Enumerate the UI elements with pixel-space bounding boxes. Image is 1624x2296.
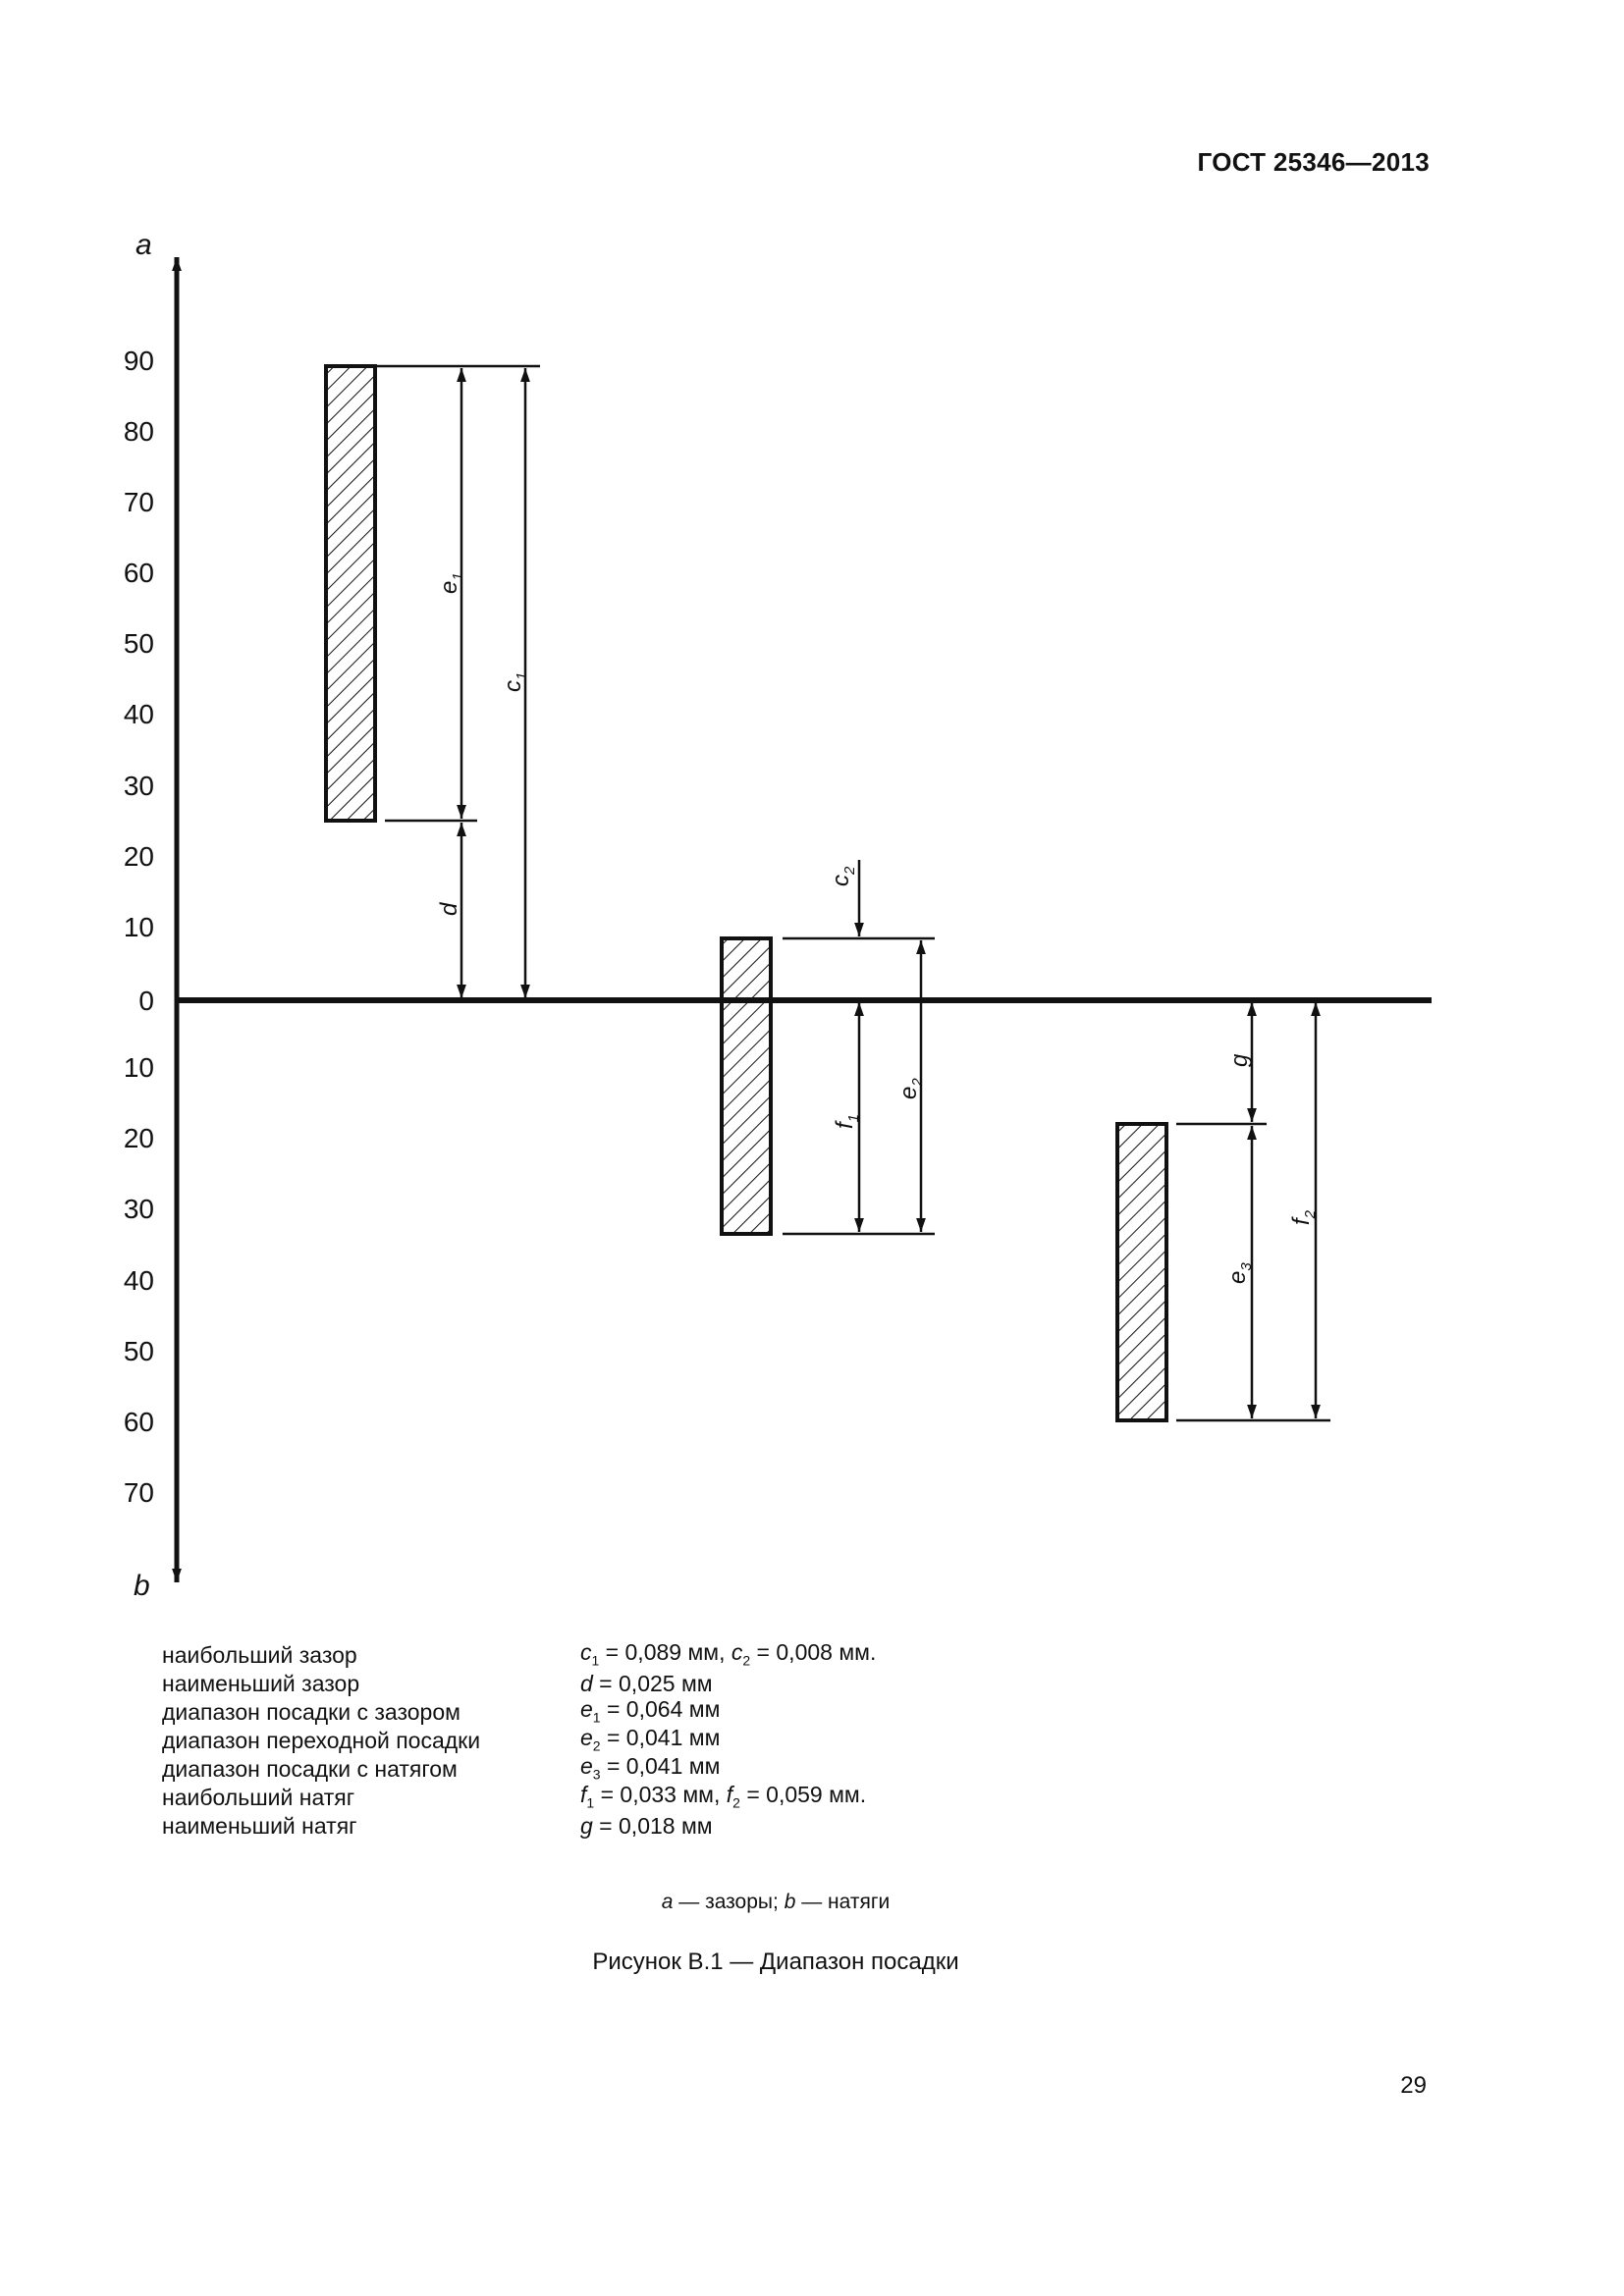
tick-label: 70 (123, 487, 154, 517)
tick-label: 60 (123, 1407, 154, 1437)
label-e2: $e_2$ (895, 1078, 926, 1099)
legend-value: $e_3 = 0,041$ мм (580, 1753, 721, 1783)
legend-value: d = 0,025 мм (580, 1671, 713, 1696)
tolerance-zone-1 (326, 366, 375, 821)
document-id: ГОСТ 25346—2013 (1197, 147, 1430, 177)
legend-term: наименьший зазор (162, 1671, 360, 1696)
legend-term: диапазон посадки с зазором (162, 1699, 460, 1725)
tick-label: 0 (138, 986, 154, 1016)
tick-label: 20 (123, 1123, 154, 1153)
tick-label: 90 (123, 346, 154, 376)
axis-label-clearance: a (135, 229, 152, 261)
legend (162, 1640, 1144, 1840)
tick-label: 40 (123, 1265, 154, 1296)
tick-label: 30 (123, 771, 154, 801)
legend-value: $e_2 = 0,041$ мм (580, 1725, 721, 1754)
legend-value: $e_1 = 0,064$ мм (580, 1696, 721, 1726)
legend-row (162, 1783, 1144, 1811)
tick-label: 70 (123, 1477, 154, 1508)
extension-lines (375, 366, 1330, 1420)
tick-label: 10 (123, 912, 154, 942)
page-number: 29 (1400, 2072, 1427, 2099)
tolerance-zone-3 (1117, 1124, 1166, 1420)
legend-row (162, 1754, 1144, 1783)
legend-term: наименьший натяг (162, 1813, 357, 1839)
label-d: d (436, 902, 462, 916)
legend-row (162, 1811, 1144, 1840)
tick-label: 10 (123, 1052, 154, 1083)
axis-ticks (124, 346, 154, 1508)
tick-label: 50 (123, 628, 154, 659)
legend-term: наибольший натяг (162, 1785, 355, 1810)
tick-label: 20 (123, 841, 154, 872)
axis-label-interference: b (134, 1570, 150, 1602)
label-g: g (1226, 1053, 1253, 1067)
figure-caption: Рисунок В.1 — Диапазон посадки (592, 1949, 959, 1975)
key-note: a — зазоры; b — натяги (661, 1891, 891, 1913)
legend-value: $f_1 = 0,033$ мм, $f_2 = 0,059$ мм. (580, 1782, 867, 1811)
legend-term: наибольший зазор (162, 1642, 357, 1668)
tick-label: 60 (123, 558, 154, 588)
legend-value: $c_1 = 0,089$ мм, $c_2 = 0,008$ мм. (580, 1639, 877, 1669)
legend-value: g = 0,018 мм (580, 1813, 713, 1839)
label-e1: $e_1$ (436, 572, 466, 594)
legend-term: диапазон переходной посадки (162, 1728, 481, 1753)
tick-label: 40 (123, 699, 154, 729)
legend-row (162, 1669, 1144, 1697)
legend-row (162, 1726, 1144, 1754)
legend-row (162, 1640, 1144, 1669)
label-c2: $c_2$ (828, 866, 858, 886)
label-f2: $f_2$ (1288, 1209, 1319, 1225)
legend-term: диапазон посадки с натягом (162, 1756, 458, 1782)
label-f1: $f_1$ (832, 1113, 862, 1129)
tolerance-zone-2 (722, 938, 771, 1234)
tick-label: 80 (123, 416, 154, 447)
label-c1: $c_1$ (500, 671, 530, 692)
label-e3: $e_3$ (1224, 1262, 1255, 1284)
tick-label: 30 (123, 1194, 154, 1224)
legend-row (162, 1697, 1144, 1726)
tick-label: 50 (123, 1336, 154, 1366)
